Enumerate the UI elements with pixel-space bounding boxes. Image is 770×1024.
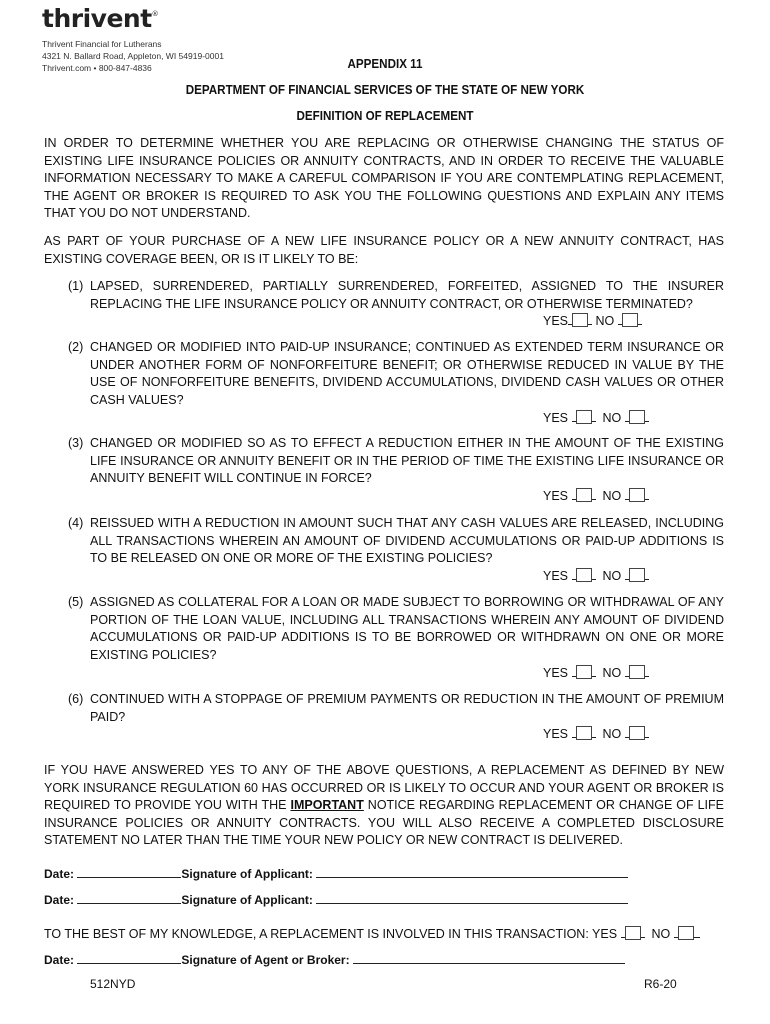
yes-label: YES bbox=[543, 314, 569, 328]
question-6 bbox=[68, 691, 724, 726]
no-checkbox[interactable] bbox=[629, 410, 645, 424]
no-label: NO bbox=[602, 411, 622, 425]
yes-checkbox[interactable] bbox=[576, 410, 592, 424]
address-line: Thrivent.com • 800-847-4836 bbox=[42, 63, 152, 73]
applicant-signature-field[interactable] bbox=[316, 892, 628, 904]
yes-checkbox[interactable] bbox=[576, 568, 592, 582]
agent-signature-field[interactable] bbox=[353, 952, 625, 964]
yes-label: YES bbox=[543, 489, 569, 503]
yes-no-1 bbox=[543, 313, 642, 328]
yes-checkbox[interactable] bbox=[576, 488, 592, 502]
question-text: REISSUED WITH A REDUCTION IN AMOUNT SUCH THAT ANY CASH VALUES ARE RELEASED, INCLUDING ALL TRANSACTIONS WHEREIN AN AMOUNT OF DIVIDEND ACCUMULATIONS OR PAID-UP ADDITIONS IS TO BE RELEASED ON ONE OR MORE OF THE EXISTING POLICIES? bbox=[90, 516, 724, 565]
date-label: Date: bbox=[44, 953, 75, 967]
yes-label: YES bbox=[543, 666, 569, 680]
yes-checkbox[interactable] bbox=[576, 726, 592, 740]
applicant-signature-label: Signature of Applicant: bbox=[181, 893, 313, 907]
yes-no-5 bbox=[543, 665, 649, 680]
question-2 bbox=[68, 339, 724, 409]
question-3 bbox=[68, 435, 724, 488]
definition-title: DEFINITION OF REPLACEMENT bbox=[296, 109, 474, 123]
no-checkbox[interactable] bbox=[629, 726, 645, 740]
replacement-notice: IF YOU HAVE ANSWERED YES TO ANY OF THE ABOVE QUESTIONS, A REPLACEMENT AS DEFINED BY NEW YORK INSURANCE REGULATION 60 HAS OCCURRED OR IS LIKELY TO OCCUR AND YOUR AGENT OR BROKER IS REQUIRED TO PROVIDE YOU WITH THE IMPORTANT NOTICE REGARDING REPLACEMENT OR CHANGE OF LIFE INSURANCE POLICIES OR ANNUITY CONTRACTS. YOU WILL ALSO RECEIVE A COMPLETED DISCLOSURE STATEMENT NO LATER THAN THE TIME YOUR NEW POLICY OR NEW CONTRACT IS DELIVERED. bbox=[44, 763, 724, 847]
no-checkbox[interactable] bbox=[629, 665, 645, 679]
no-label: NO bbox=[651, 927, 671, 941]
form-number: 512NYD bbox=[90, 977, 136, 991]
question-number: (1) bbox=[68, 279, 84, 293]
lead-paragraph: AS PART OF YOUR PURCHASE OF A NEW LIFE INSURANCE POLICY OR A NEW ANNUITY CONTRACT, HAS EXISTING COVERAGE BEEN, OR IS IT LIKELY TO BE: bbox=[44, 234, 724, 266]
yes-no-2 bbox=[543, 410, 649, 425]
yes-label: YES bbox=[543, 411, 569, 425]
replacement-involved-row bbox=[44, 926, 700, 941]
question-number: (3) bbox=[68, 436, 84, 450]
question-5 bbox=[68, 594, 724, 664]
no-label: NO bbox=[602, 489, 622, 503]
no-label: NO bbox=[595, 314, 615, 328]
knowledge-statement: TO THE BEST OF MY KNOWLEDGE, A REPLACEMENT IS INVOLVED IN THIS TRANSACTION: YES bbox=[44, 927, 618, 941]
yes-no-4 bbox=[543, 568, 649, 583]
no-checkbox[interactable] bbox=[622, 313, 638, 327]
question-text: ASSIGNED AS COLLATERAL FOR A LOAN OR MADE SUBJECT TO BORROWING OR WITHDRAWAL OF ANY PORTION OF THE LOAN VALUE, INCLUDING ALL TRANSACTIONS WHEREIN ANY AMOUNT OF DIVIDEND ACCUMULATIONS OR PAID-UP ADDITIONS IS TO BE BORROWED OR WITHDRAWN ON ONE OR MORE EXISTING POLICIES? bbox=[90, 595, 724, 662]
no-label: NO bbox=[602, 569, 622, 583]
question-text: CHANGED OR MODIFIED SO AS TO EFFECT A REDUCTION EITHER IN THE AMOUNT OF THE EXISTING LIFE INSURANCE OR ANNUITY BENEFIT OR IN THE PERIOD OF TIME THE EXISTING LIFE INSURANCE OR ANNUITY BENEFIT WILL CONTINUE IN FORCE? bbox=[90, 436, 724, 485]
no-checkbox[interactable] bbox=[678, 926, 694, 940]
question-text: CHANGED OR MODIFIED INTO PAID-UP INSURANCE; CONTINUED AS EXTENDED TERM INSURANCE OR UNDER ANOTHER FORM OF NONFORFEITURE BENEFIT; OR OTHERWISE REDUCED IN VALUE BY THE USE OF NONFORFEITURE BENEFITS, DIVIDEND ACCUMULATIONS, DIVIDEND CASH VALUES OR OTHER CASH VALUES? bbox=[90, 340, 724, 407]
question-number: (2) bbox=[68, 340, 84, 354]
no-checkbox[interactable] bbox=[629, 488, 645, 502]
address-line: 4321 N. Ballard Road, Appleton, WI 54919-0001 bbox=[42, 51, 224, 61]
date-label: Date: bbox=[44, 893, 75, 907]
question-number: (6) bbox=[68, 692, 84, 706]
appendix-title: APPENDIX 11 bbox=[347, 57, 423, 71]
no-checkbox[interactable] bbox=[629, 568, 645, 582]
yes-no-3 bbox=[543, 488, 649, 503]
yes-checkbox[interactable] bbox=[625, 926, 641, 940]
date-field[interactable] bbox=[77, 892, 181, 904]
department-title: DEPARTMENT OF FINANCIAL SERVICES OF THE STATE OF NEW YORK bbox=[185, 83, 585, 97]
company-logo: thrivent® bbox=[42, 4, 159, 33]
question-text: CONTINUED WITH A STOPPAGE OF PREMIUM PAYMENTS OR REDUCTION IN THE AMOUNT OF PREMIUM PAID? bbox=[90, 692, 724, 724]
agent-signature-label: Signature of Agent or Broker: bbox=[181, 953, 350, 967]
yes-label: YES bbox=[543, 727, 569, 741]
question-1 bbox=[68, 278, 724, 313]
intro-paragraph: IN ORDER TO DETERMINE WHETHER YOU ARE REPLACING OR OTHERWISE CHANGING THE STATUS OF EXISTING LIFE INSURANCE POLICIES OR ANNUITY CONTRACTS, AND IN ORDER TO RECEIVE THE VALUABLE INFORMATION NECESSARY TO MAKE A CAREFUL COMPARISON IF YOU ARE CONTEMPLATING REPLACEMENT, THE AGENT OR BROKER IS REQUIRED TO ASK YOU THE FOLLOWING QUESTIONS AND EXPLAIN ANY ITEMS THAT YOU DO NOT UNDERSTAND. bbox=[44, 136, 724, 220]
date-field[interactable] bbox=[77, 866, 181, 878]
question-number: (4) bbox=[68, 516, 84, 530]
applicant-signature-row-2 bbox=[44, 892, 628, 907]
question-number: (5) bbox=[68, 595, 84, 609]
yes-label: YES bbox=[543, 569, 569, 583]
address-line: Thrivent Financial for Lutherans bbox=[42, 39, 162, 49]
important-emphasis: IMPORTANT bbox=[290, 798, 364, 812]
yes-checkbox[interactable] bbox=[572, 313, 588, 327]
no-label: NO bbox=[602, 666, 622, 680]
applicant-signature-row-1 bbox=[44, 866, 628, 881]
revision-code: R6-20 bbox=[644, 977, 677, 991]
applicant-signature-field[interactable] bbox=[316, 866, 628, 878]
yes-checkbox[interactable] bbox=[576, 665, 592, 679]
yes-no-6 bbox=[543, 726, 649, 741]
date-label: Date: bbox=[44, 867, 75, 881]
no-label: NO bbox=[602, 727, 622, 741]
applicant-signature-label: Signature of Applicant: bbox=[181, 867, 313, 881]
question-4 bbox=[68, 515, 724, 568]
question-text: LAPSED, SURRENDERED, PARTIALLY SURRENDERED, FORFEITED, ASSIGNED TO THE INSURER REPLACING THE LIFE INSURANCE POLICY OR ANNUITY CONTRACT, OR OTHERWISE TERMINATED? bbox=[90, 279, 724, 311]
date-field[interactable] bbox=[77, 952, 181, 964]
agent-signature-row bbox=[44, 952, 625, 967]
